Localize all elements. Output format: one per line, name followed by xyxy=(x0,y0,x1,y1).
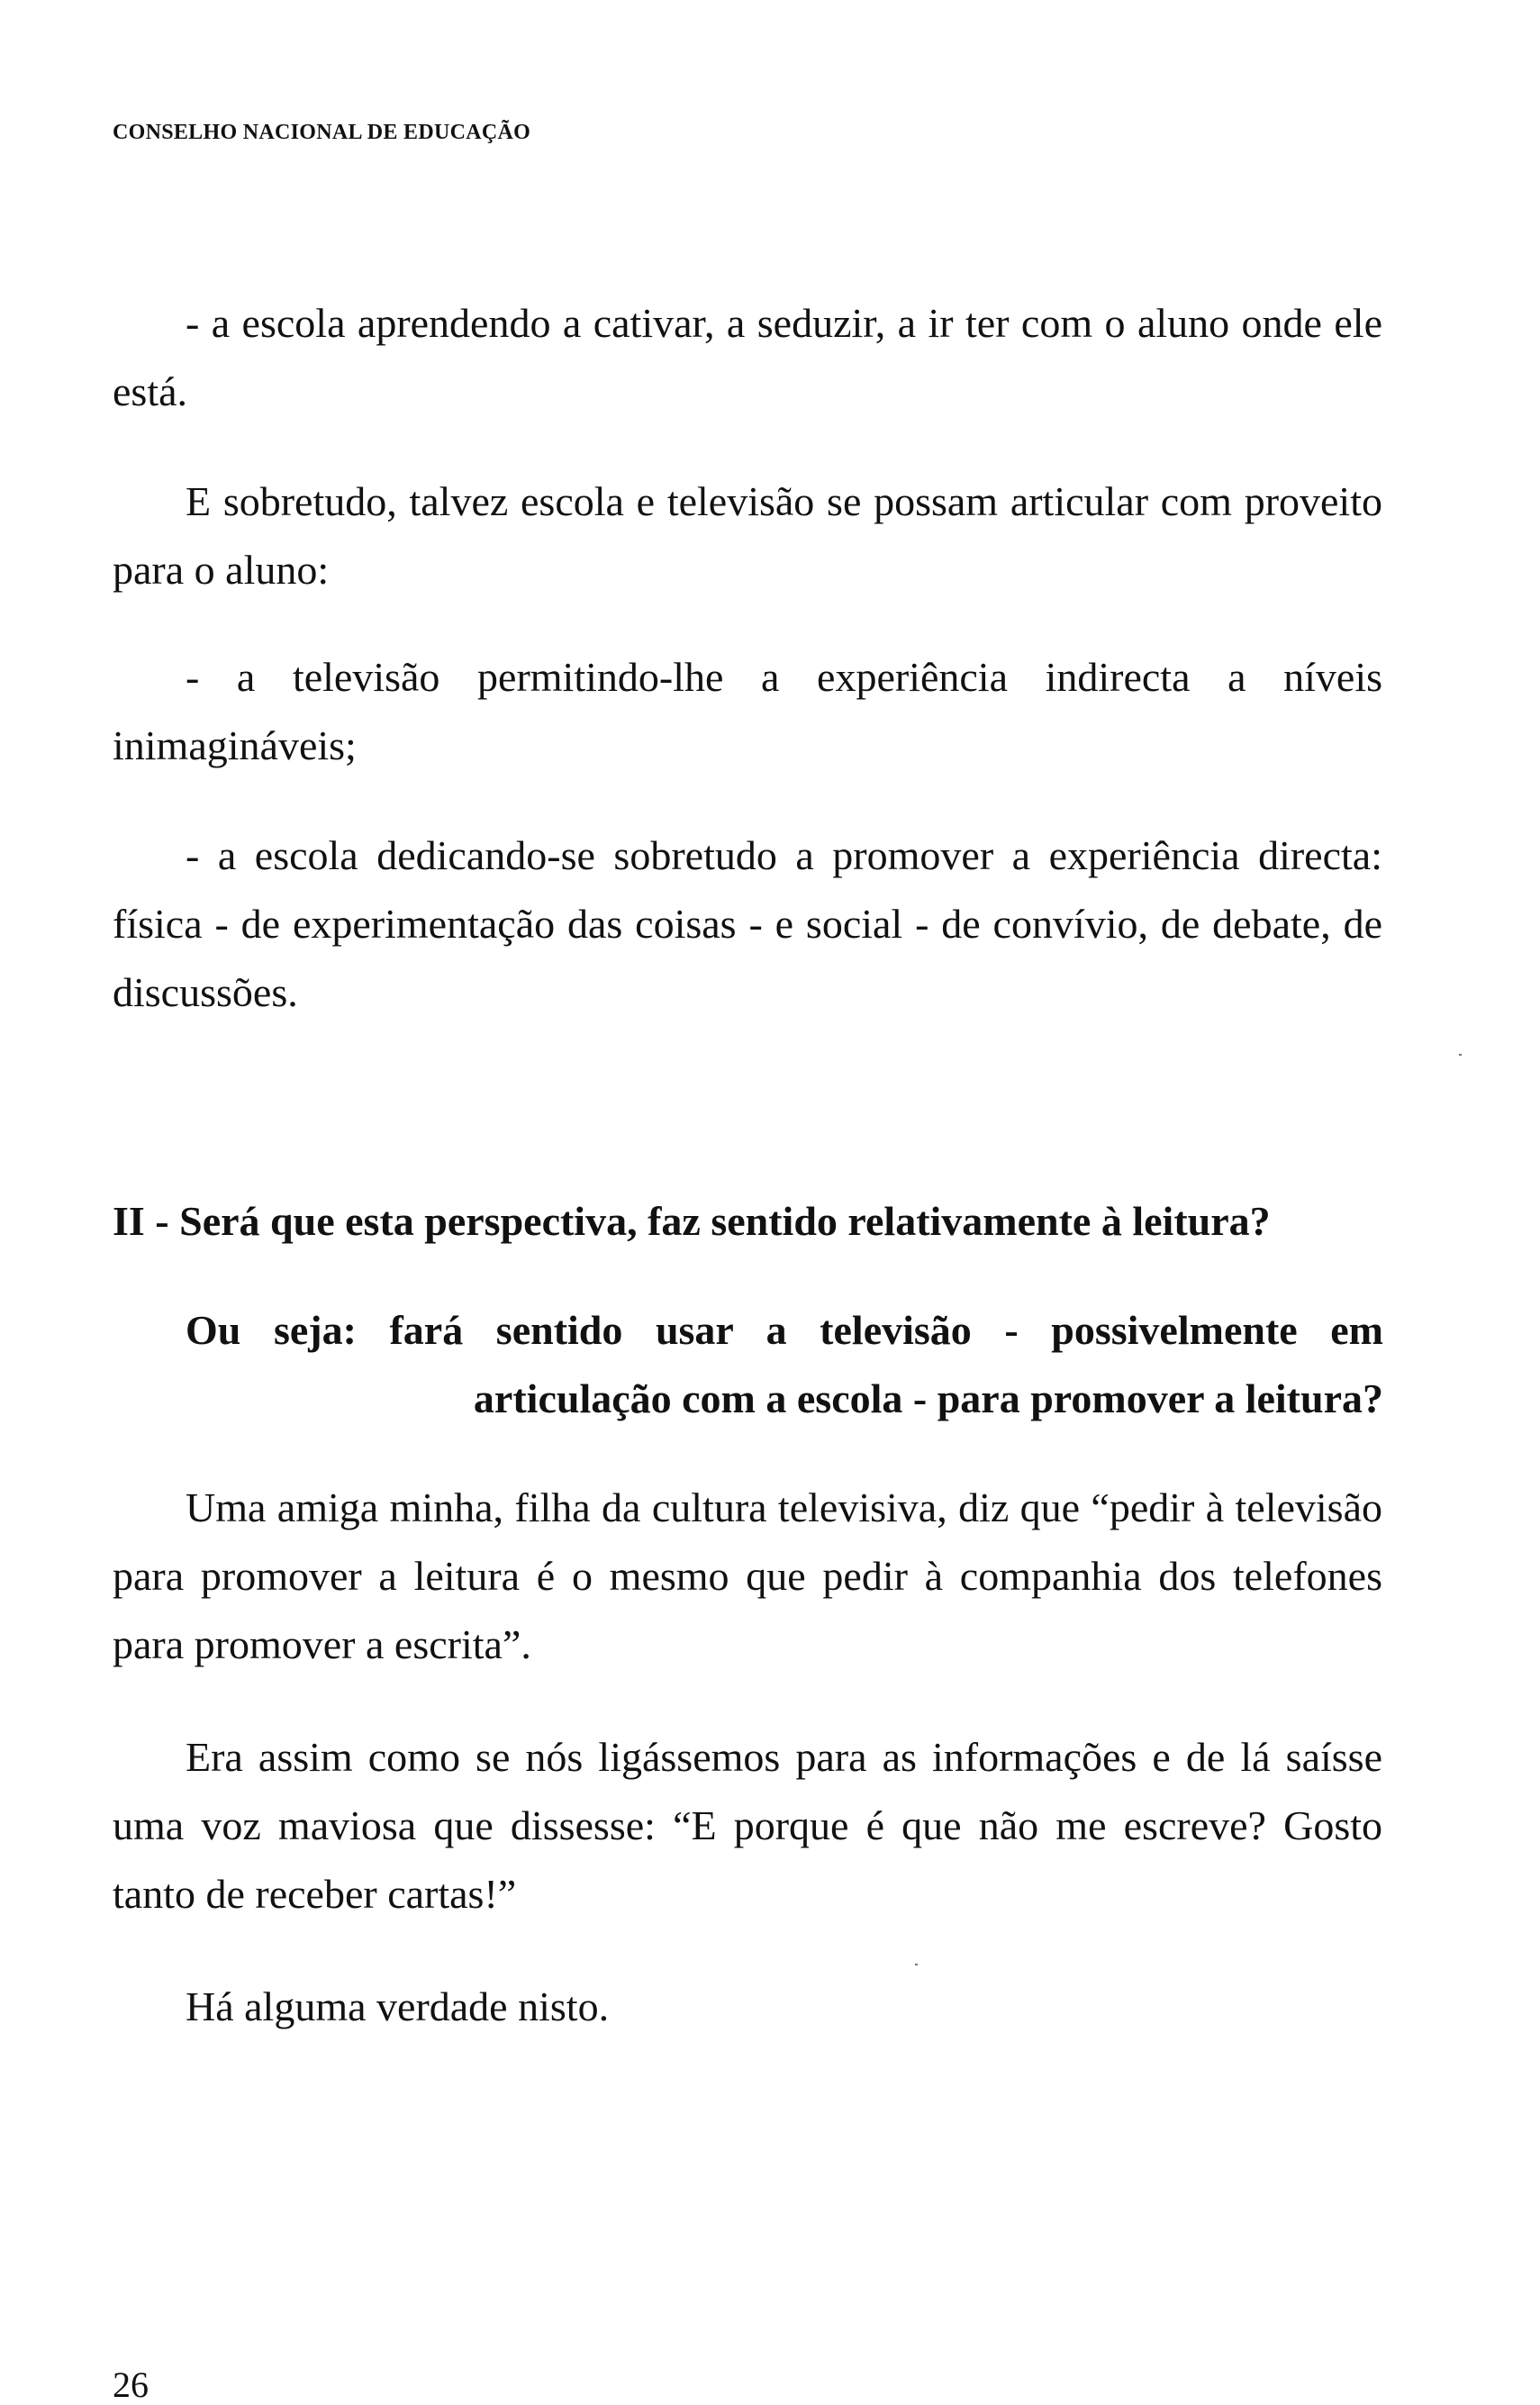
paragraph-7: Há alguma verdade nisto. xyxy=(186,1983,610,2029)
page-number: 26 xyxy=(113,2364,149,2405)
section-subheading: Ou seja: fará sentido usar a televisão - possivelmente em articulação com a escola - para promover a leitura? xyxy=(186,1307,1383,1421)
paragraph-3: - a televisão permitindo-lhe a experiência indirecta a níveis inimagináveis; xyxy=(113,654,1382,768)
paragraph-4: - a escola dedicando-se sobretudo a promover a experiência directa: física - de experimentação das coisas - e social - de convívio, de debate, de discussões. xyxy=(113,832,1382,1015)
paragraph-2: E sobretudo, talvez escola e televisão se possam articular com proveito para o aluno: xyxy=(113,478,1382,593)
paragraph-1: - a escola aprendendo a cativar, a seduzir, a ir ter com o aluno onde ele está. xyxy=(113,300,1382,414)
paragraph-6: Era assim como se nós ligássemos para as informações e de lá saísse uma voz maviosa que dissesse: “E porque é que não me escreve? Gosto tanto de receber cartas!” xyxy=(113,1734,1382,1917)
running-header: CONSELHO NACIONAL DE EDUCAÇÃO xyxy=(113,121,531,144)
scan-speck xyxy=(915,1964,918,1965)
paragraph-5: Uma amiga minha, filha da cultura televisiva, diz que “pedir à televisão para promover a leitura é o mesmo que pedir à companhia dos telefones para promover a escrita”. xyxy=(113,1484,1382,1667)
scan-speck xyxy=(1459,1054,1462,1056)
section-heading: II - Será que esta perspectiva, faz sentido relativamente à leitura? xyxy=(113,1198,1271,1244)
